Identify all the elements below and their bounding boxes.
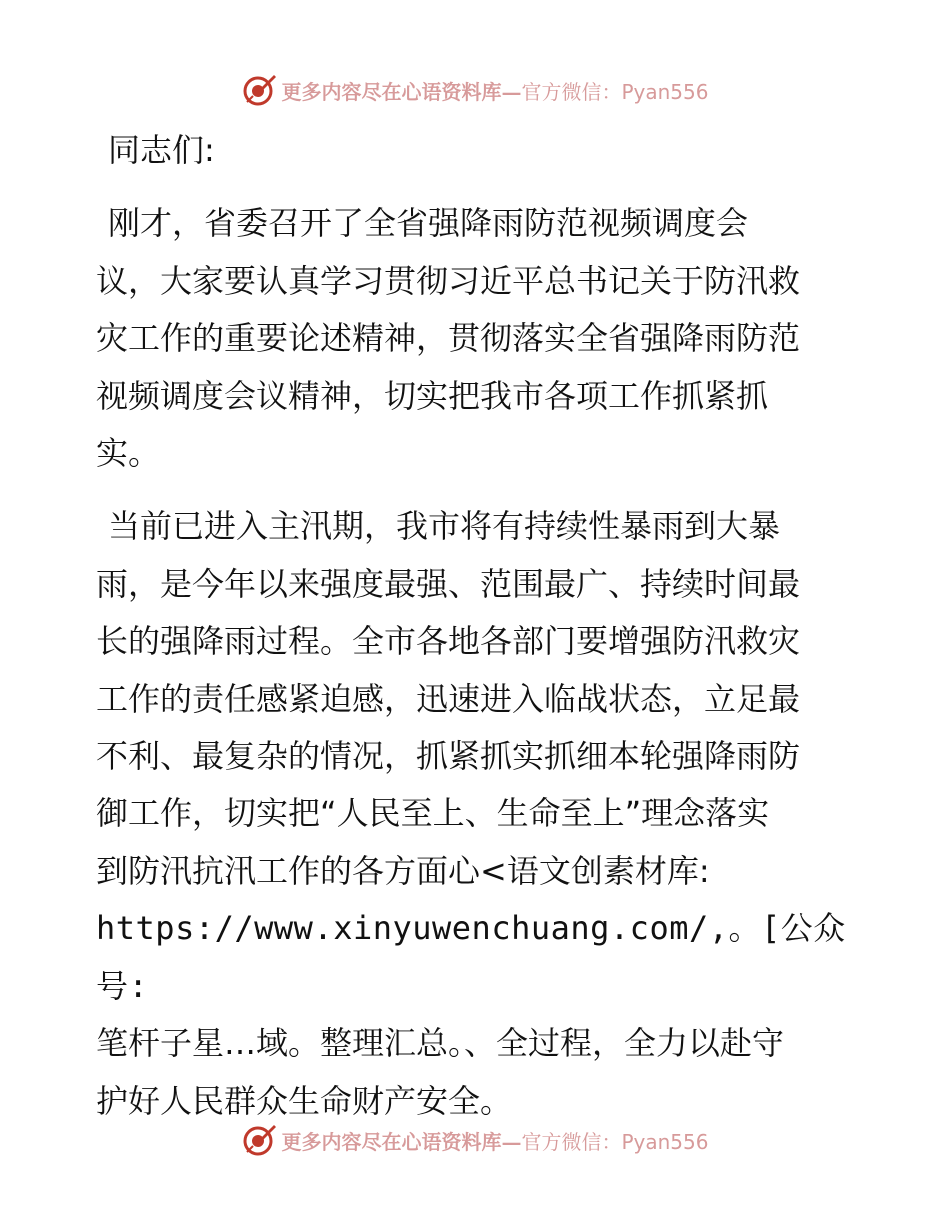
para2-line: 当前已进入主汛期，我市将有持续性暴雨到大暴 bbox=[108, 507, 781, 546]
para2-line: 长的强降雨过程。全市各地各部门要增强防汛救灾 bbox=[96, 622, 801, 661]
para1-line: 议，大家要认真学习贯彻习近平总书记关于防汛救 bbox=[96, 261, 801, 300]
footer-watermark bbox=[0, 1120, 950, 1160]
para1-line: 视频调度会议精神，切实把我市各项工作抓紧抓 bbox=[96, 376, 769, 415]
footer-site-text: 更多内容尽在心语资料库—官方微信：Pyan556 bbox=[281, 1129, 709, 1154]
para2-line: 护好人民群众生命财产安全。 bbox=[96, 1081, 513, 1120]
para2-line: 笔杆子星…域。整理汇总。、全过程，全力以赴守 bbox=[96, 1024, 785, 1063]
para2-line: 雨，是今年以来强度最强、范围最广、持续时间最 bbox=[96, 564, 801, 603]
paragraph-2 bbox=[96, 498, 856, 1129]
header-watermark bbox=[0, 70, 950, 110]
para1-line: 实。 bbox=[96, 434, 161, 473]
para1-line: 灾工作的重要论述精神，贯彻落实全省强降雨防范 bbox=[96, 319, 801, 358]
paragraph-1 bbox=[96, 195, 856, 482]
salutation: 同志们: bbox=[108, 131, 215, 169]
para2-line: 工作的责任感紧迫感，迅速进入临战状态，立足最 bbox=[96, 679, 801, 718]
para1-line: 刚才，省委召开了全省强降雨防范视频调度会 bbox=[108, 204, 749, 243]
footer-wechat-text: 官方微信：Pyan556 bbox=[521, 1129, 709, 1154]
header-wechat-text: 官方微信：Pyan556 bbox=[521, 79, 709, 104]
para2-line: 不利、最复杂的情况，抓紧抓实抓细本轮强降雨防 bbox=[96, 737, 801, 776]
para2-line: 御工作，切实把“人民至上、生命至上”理念落实 bbox=[96, 794, 770, 833]
para2-line: 到防汛抗汛工作的各方面心<语文创素材库: bbox=[96, 851, 710, 890]
para2-url-line: https://www.xinyuwenchuang.com/,。[公众号: bbox=[96, 909, 846, 1005]
pen-logo-icon bbox=[241, 1122, 277, 1158]
document-body bbox=[96, 122, 856, 1130]
header-site-text: 更多内容尽在心语资料库—官方微信：Pyan556 bbox=[281, 79, 709, 104]
pen-logo-icon bbox=[241, 72, 277, 108]
